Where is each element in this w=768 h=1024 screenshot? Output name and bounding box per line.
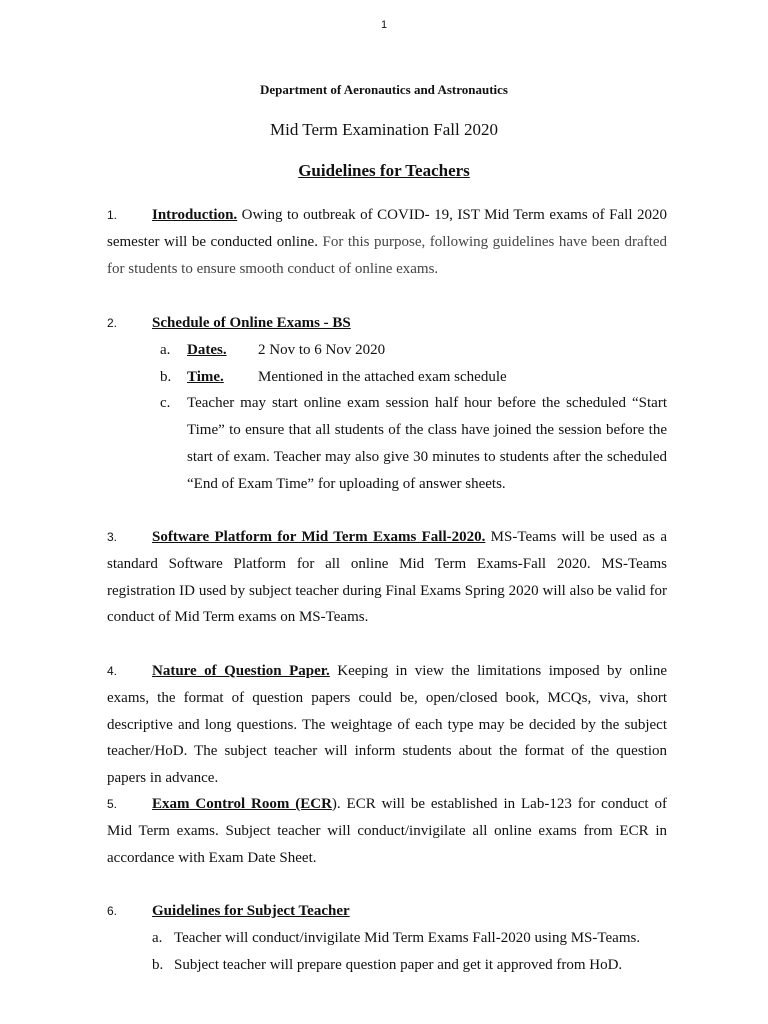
section-text: ECR will be established in Lab-123 for conduct of Mid Term exams. Subject teacher will conduct/invigilate all online exams from ECR in accordance with Exam Date Sheet. [107, 796, 667, 866]
item-text: 2 Nov to 6 Nov 2020 [258, 341, 386, 358]
list-item-conduct [107, 925, 667, 952]
section-text: Keeping in view the limitations imposed by online exams, the format of question papers could be, open/closed book, MCQs, viva, short descriptive and long questions. The weightage of each type may be decided by the subject teacher/HoD. The subject teacher will inform students about the format of the question papers in advance. [107, 663, 667, 787]
section-heading: Nature of Question Paper. [152, 663, 330, 679]
section-title-line [107, 898, 667, 925]
section-schedule [107, 310, 667, 498]
section-text: MS-Teams will be used as a standard Software Platform for all online Mid Term Exams-Fall 2020. MS-Teams registration ID used by subject teacher during Final Exams Spring 2020 will also be valid for conduct of Mid Term exams on MS-Teams. [107, 529, 667, 626]
list-item-session-start [107, 390, 667, 497]
section-heading: Software Platform for Mid Term Exams Fall-2020. [152, 529, 486, 545]
list-item-dates [107, 337, 667, 364]
section-number: 3. [107, 530, 118, 544]
section-heading: Guidelines for Subject Teacher [152, 903, 350, 919]
item-text: Teacher may start online exam session half hour before the scheduled “Start Time” to ensure that all students of the class have joined the session before the start of exam. Teacher may also give 30 minutes to students after the scheduled “End of Exam Time” for uploading of answer sheets. [187, 395, 667, 492]
item-text: Subject teacher will prepare question paper and get it approved from HoD. [174, 956, 623, 973]
item-letter: b. [152, 956, 164, 973]
section-software-platform [107, 524, 667, 631]
department-name: Department of Aeronautics and Astronautics [260, 82, 508, 97]
item-label: Time. [187, 368, 224, 385]
section-question-paper [107, 658, 667, 792]
section-text: Owing to outbreak of COVID- 19, IST Mid Term exams of Fall 2020 semester will be conducted online. [107, 207, 667, 250]
section-exam-control-room [107, 791, 667, 871]
section-number: 4. [107, 664, 118, 678]
item-text: Teacher will conduct/invigilate Mid Term Exams Fall-2020 using MS-Teams. [174, 929, 641, 946]
section-number: 1. [107, 208, 118, 222]
item-letter: a. [160, 341, 171, 358]
item-letter: b. [160, 368, 172, 385]
list-item-time [107, 364, 667, 391]
item-letter: c. [160, 395, 171, 412]
section-number: 5. [107, 797, 118, 811]
item-letter: a. [152, 929, 163, 946]
section-number: 6. [107, 904, 118, 918]
section-heading: Exam Control Room (ECR [152, 796, 332, 812]
section-text-muted: For this purpose, following guidelines have been drafted for students to ensure smooth conduct of online exams. [107, 233, 667, 277]
section-subject-teacher [107, 898, 667, 978]
section-heading: Introduction. [152, 207, 238, 223]
list-item-question-paper [107, 952, 667, 979]
section-title-line [107, 310, 667, 337]
exam-title: Mid Term Examination Fall 2020 [270, 120, 498, 139]
item-text: Mentioned in the attached exam schedule [258, 368, 507, 385]
section-heading-suffix: ). [331, 796, 341, 812]
section-introduction [107, 202, 667, 282]
section-number: 2. [107, 316, 118, 330]
guidelines-title: Guidelines for Teachers [298, 161, 470, 180]
item-label: Dates. [187, 341, 227, 358]
section-heading: Schedule of Online Exams - BS [152, 315, 351, 331]
page-number: 1 [380, 19, 388, 31]
